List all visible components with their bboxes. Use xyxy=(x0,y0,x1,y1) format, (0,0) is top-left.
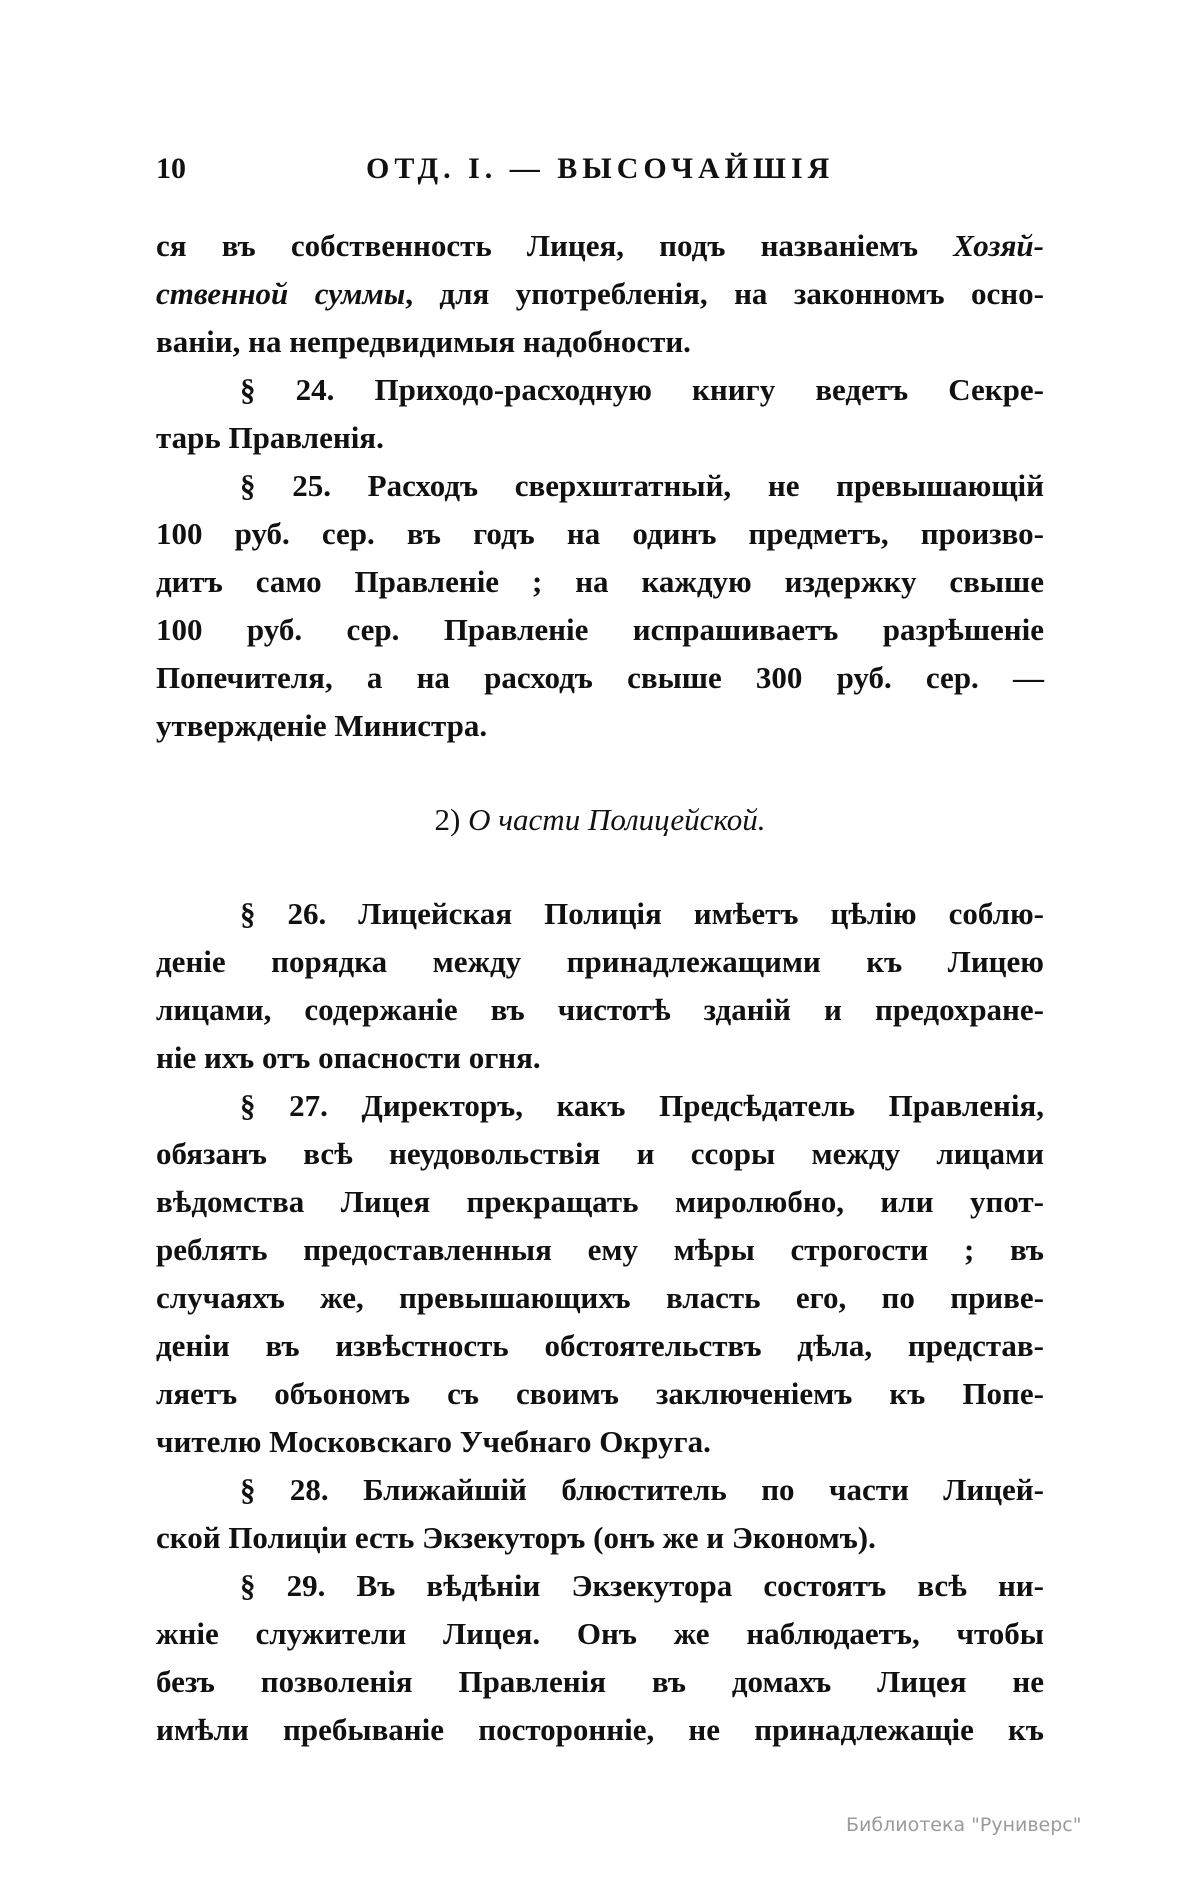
text-line xyxy=(156,702,1044,750)
text-segment: реблять предоставленныя ему мѣры строгости ; въ xyxy=(156,1232,1044,1267)
text-segment: дитъ само Правленіе ; на каждую издержку свыше xyxy=(156,564,1044,599)
text-segment: ся въ собственность Лицея, подъ названіемъ xyxy=(156,228,954,263)
text-line xyxy=(156,222,1044,270)
text-line xyxy=(156,318,1044,366)
text-line xyxy=(156,270,1044,318)
text-segment: § 29. Въ вѣдѣніи Экзекутора состоятъ всѣ ни- xyxy=(240,1568,1044,1603)
running-head: ОТД. I. — ВЫСОЧАЙШІЯ xyxy=(366,152,835,185)
text-segment: случаяхъ же, превышающихъ власть его, по приве- xyxy=(156,1280,1044,1315)
text-segment: вѣдомства Лицея прекращать миролюбно, или упот- xyxy=(156,1184,1044,1219)
text-line xyxy=(156,654,1044,702)
text-line xyxy=(156,1514,1044,1562)
text-segment: § 27. Директоръ, какъ Предсѣдатель Правленія, xyxy=(240,1088,1044,1123)
text-line xyxy=(156,1322,1044,1370)
page-header xyxy=(156,152,1044,192)
text-segment: деніи въ извѣстность обстоятельствъ дѣла, представ- xyxy=(156,1328,1044,1363)
section-heading xyxy=(156,796,1044,844)
text-line xyxy=(156,510,1044,558)
text-segment: ляетъ объономъ съ своимъ заключеніемъ къ Попе- xyxy=(156,1376,1044,1411)
text-line xyxy=(156,890,1044,938)
text-line xyxy=(156,1082,1044,1130)
text-line xyxy=(156,1418,1044,1466)
text-segment: ваніи, на непредвидимыя надобности. xyxy=(156,324,691,359)
text-segment: жніе служители Лицея. Онъ же наблюдаетъ, чтобы xyxy=(156,1616,1044,1651)
text-line xyxy=(156,1034,1044,1082)
text-segment: имѣли пребываніе посторонніе, не принадлежащіе къ xyxy=(156,1712,1044,1747)
text-segment: тарь Правленія. xyxy=(156,420,384,455)
text-segment: 100 руб. сер. въ годъ на одинъ предметъ, произво- xyxy=(156,516,1044,551)
text-segment: ственной суммы xyxy=(156,276,406,311)
text-segment: Хозяй- xyxy=(953,228,1044,263)
text-segment: 100 руб. сер. Правленіе испрашиваетъ разрѣшеніе xyxy=(156,612,1044,647)
text-line xyxy=(156,1706,1044,1754)
text-segment: обязанъ всѣ неудовольствія и ссоры между лицами xyxy=(156,1136,1044,1171)
body-text xyxy=(156,222,1044,1754)
text-segment: О части Полицейской. xyxy=(468,802,766,837)
text-line xyxy=(156,986,1044,1034)
text-line xyxy=(156,1466,1044,1514)
text-line xyxy=(156,366,1044,414)
text-segment: ніе ихъ отъ опасности огня. xyxy=(156,1040,541,1075)
text-line xyxy=(156,1370,1044,1418)
text-line xyxy=(156,938,1044,986)
text-line xyxy=(156,1610,1044,1658)
text-segment: ской Полиціи есть Экзекуторъ (онъ же и Экономъ). xyxy=(156,1520,876,1555)
text-segment: § 26. Лицейская Полиція имѣетъ цѣлію соблю- xyxy=(240,896,1044,931)
text-line xyxy=(156,1274,1044,1322)
text-line xyxy=(156,1562,1044,1610)
text-segment: деніе порядка между принадлежащими къ Лицею xyxy=(156,944,1044,979)
text-line xyxy=(156,1658,1044,1706)
text-segment: § 28. Ближайшій блюститель по части Лицей- xyxy=(240,1472,1044,1507)
text-segment: , для употребленія, на законномъ осно- xyxy=(405,276,1044,311)
text-segment: лицами, содержаніе въ чистотѣ зданій и предохране- xyxy=(156,992,1044,1027)
library-watermark: Библиотека "Руниверс" xyxy=(846,1814,1082,1836)
text-line xyxy=(156,558,1044,606)
text-segment: утвержденіе Министра. xyxy=(156,708,488,743)
text-segment: § 25. Расходъ сверхштатный, не превышающій xyxy=(240,468,1044,503)
text-line xyxy=(156,414,1044,462)
text-segment: 2) xyxy=(434,802,469,837)
text-line xyxy=(156,1226,1044,1274)
text-segment: безъ позволенія Правленія въ домахъ Лицея не xyxy=(156,1664,1044,1699)
text-line xyxy=(156,606,1044,654)
text-segment: Попечителя, а на расходъ свыше 300 руб. сер. — xyxy=(156,660,1044,695)
text-line xyxy=(156,462,1044,510)
text-segment: чителю Московскаго Учебнаго Округа. xyxy=(156,1424,711,1459)
page-number: 10 xyxy=(156,152,186,185)
text-line xyxy=(156,1130,1044,1178)
text-segment: § 24. Приходо-расходную книгу ведетъ Секре- xyxy=(240,372,1044,407)
text-line xyxy=(156,1178,1044,1226)
